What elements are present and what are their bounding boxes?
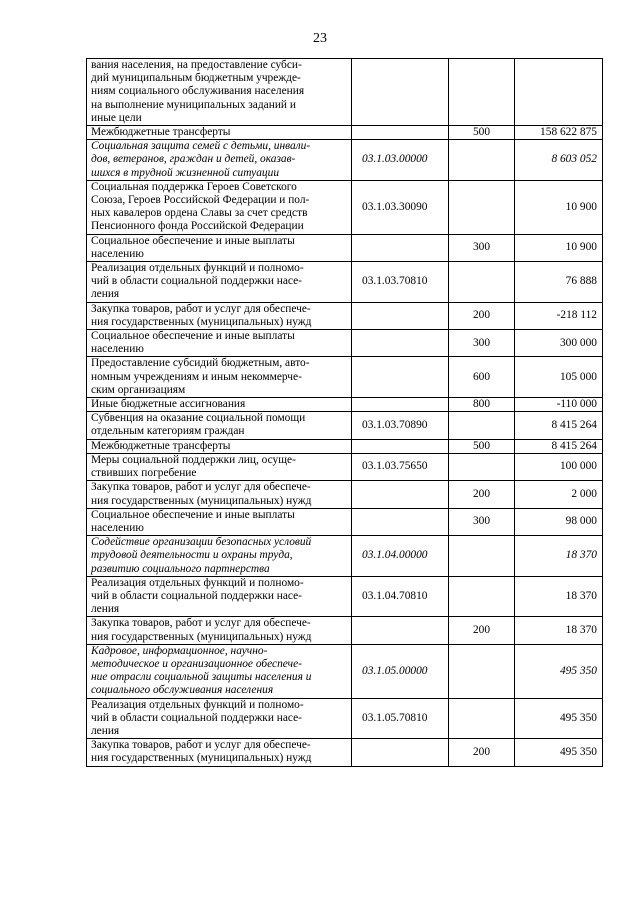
table-row: [87, 262, 603, 303]
row-code-cell: [352, 398, 449, 412]
row-name-cell: Социальная защита семей с детьми, инвали- дов, ветеранов, граждан и детей, оказав- шихся в трудной жизненной ситуации: [87, 140, 352, 181]
row-code-cell: [352, 508, 449, 535]
table-row: [87, 536, 603, 577]
row-amount-cell: 300 000: [515, 330, 603, 357]
row-amount-cell: 18 370: [515, 576, 603, 617]
row-code-cell: 03.1.03.70810: [352, 262, 449, 303]
row-name-cell: Социальное обеспечение и иные выплаты населению: [87, 234, 352, 261]
row-name-cell: вания населения, на предоставление субси- дий муниципальным бюджетным учрежде- ниям социального обслуживания населения на выполнение муниципальных заданий и иные цели: [87, 59, 352, 126]
table-row: [87, 412, 603, 439]
row-code-cell: 03.1.03.75650: [352, 453, 449, 480]
row-name-cell: Закупка товаров, работ и услуг для обеспече- ния государственных (муниципальных) нужд: [87, 739, 352, 766]
row-name-cell: Межбюджетные трансферты: [87, 439, 352, 453]
row-amount-cell: -218 112: [515, 302, 603, 329]
row-code-cell: [352, 739, 449, 766]
row-name-cell: Иные бюджетные ассигнования: [87, 398, 352, 412]
row-expense-type-cell: 200: [449, 302, 515, 329]
table-row: [87, 330, 603, 357]
row-code-cell: 03.1.05.70810: [352, 698, 449, 739]
row-expense-type-cell: 500: [449, 439, 515, 453]
row-amount-cell: 18 370: [515, 536, 603, 577]
table-row: [87, 180, 603, 234]
page-number: 23: [313, 31, 327, 46]
budget-table: [86, 58, 603, 767]
row-name-cell: Социальное обеспечение и иные выплаты населению: [87, 330, 352, 357]
table-row: [87, 644, 603, 698]
row-expense-type-cell: [449, 59, 515, 126]
row-code-cell: 03.1.03.00000: [352, 140, 449, 181]
row-amount-cell: 8 415 264: [515, 412, 603, 439]
row-name-cell: Реализация отдельных функций и полномо- чий в области социальной поддержки насе- ления: [87, 262, 352, 303]
row-code-cell: [352, 617, 449, 644]
row-amount-cell: 10 900: [515, 180, 603, 234]
table-row: [87, 481, 603, 508]
row-name-cell: Реализация отдельных функций и полномо- чий в области социальной поддержки насе- ления: [87, 576, 352, 617]
table-row: [87, 140, 603, 181]
row-expense-type-cell: [449, 644, 515, 698]
row-name-cell: Реализация отдельных функций и полномо- чий в области социальной поддержки насе- ления: [87, 698, 352, 739]
row-name-cell: Субвенция на оказание социальной помощи отдельным категориям граждан: [87, 412, 352, 439]
row-amount-cell: 2 000: [515, 481, 603, 508]
row-amount-cell: 495 350: [515, 644, 603, 698]
row-amount-cell: 10 900: [515, 234, 603, 261]
row-expense-type-cell: 600: [449, 357, 515, 398]
row-expense-type-cell: 200: [449, 481, 515, 508]
row-code-cell: [352, 439, 449, 453]
row-expense-type-cell: [449, 412, 515, 439]
row-expense-type-cell: 500: [449, 126, 515, 140]
row-expense-type-cell: [449, 140, 515, 181]
row-name-cell: Социальная поддержка Героев Советского Союза, Героев Российской Федерации и пол- ных кавалеров ордена Славы за счет средств Пенсионного фонда Российской Федерации: [87, 180, 352, 234]
row-name-cell: Социальное обеспечение и иные выплаты населению: [87, 508, 352, 535]
row-expense-type-cell: [449, 262, 515, 303]
row-expense-type-cell: 300: [449, 234, 515, 261]
table-row: [87, 739, 603, 766]
row-code-cell: [352, 302, 449, 329]
row-expense-type-cell: 200: [449, 739, 515, 766]
row-code-cell: [352, 357, 449, 398]
row-code-cell: 03.1.05.00000: [352, 644, 449, 698]
table-row: [87, 126, 603, 140]
row-code-cell: [352, 234, 449, 261]
table-row: [87, 439, 603, 453]
table-row: [87, 357, 603, 398]
row-code-cell: [352, 59, 449, 126]
row-expense-type-cell: 200: [449, 617, 515, 644]
row-amount-cell: 8 603 052: [515, 140, 603, 181]
row-amount-cell: 105 000: [515, 357, 603, 398]
row-amount-cell: 76 888: [515, 262, 603, 303]
row-name-cell: Меры социальной поддержки лиц, осуще- ствивших погребение: [87, 453, 352, 480]
row-name-cell: Закупка товаров, работ и услуг для обеспече- ния государственных (муниципальных) нужд: [87, 302, 352, 329]
table-row: [87, 576, 603, 617]
row-code-cell: [352, 126, 449, 140]
row-name-cell: Кадровое, информационное, научно- методическое и организационное обеспече- ние отрасли социальной защиты населения и социального обслуживания населения: [87, 644, 352, 698]
row-expense-type-cell: [449, 698, 515, 739]
row-code-cell: [352, 481, 449, 508]
table-row: [87, 453, 603, 480]
table-row: [87, 398, 603, 412]
table-row: [87, 508, 603, 535]
row-expense-type-cell: [449, 180, 515, 234]
budget-table-body: [87, 59, 603, 767]
row-name-cell: Предоставление субсидий бюджетным, авто- номным учреждениям и иным некоммерче- ским организациям: [87, 357, 352, 398]
table-row: [87, 59, 603, 126]
row-expense-type-cell: [449, 453, 515, 480]
row-amount-cell: 495 350: [515, 698, 603, 739]
table-row: [87, 302, 603, 329]
row-amount-cell: 8 415 264: [515, 439, 603, 453]
table-row: [87, 617, 603, 644]
row-amount-cell: 100 000: [515, 453, 603, 480]
row-code-cell: 03.1.04.00000: [352, 536, 449, 577]
row-expense-type-cell: [449, 536, 515, 577]
row-amount-cell: 98 000: [515, 508, 603, 535]
row-code-cell: [352, 330, 449, 357]
row-name-cell: Закупка товаров, работ и услуг для обеспече- ния государственных (муниципальных) нужд: [87, 617, 352, 644]
row-code-cell: 03.1.03.30090: [352, 180, 449, 234]
row-code-cell: 03.1.03.70890: [352, 412, 449, 439]
row-amount-cell: -110 000: [515, 398, 603, 412]
row-expense-type-cell: 300: [449, 508, 515, 535]
row-amount-cell: 18 370: [515, 617, 603, 644]
row-code-cell: 03.1.04.70810: [352, 576, 449, 617]
row-name-cell: Закупка товаров, работ и услуг для обеспече- ния государственных (муниципальных) нужд: [87, 481, 352, 508]
row-name-cell: Межбюджетные трансферты: [87, 126, 352, 140]
table-row: [87, 698, 603, 739]
row-expense-type-cell: [449, 576, 515, 617]
row-amount-cell: 158 622 875: [515, 126, 603, 140]
row-expense-type-cell: 300: [449, 330, 515, 357]
row-amount-cell: 495 350: [515, 739, 603, 766]
row-name-cell: Содействие организации безопасных условий трудовой деятельности и охраны труда, развитию социального партнерства: [87, 536, 352, 577]
row-expense-type-cell: 800: [449, 398, 515, 412]
table-row: [87, 234, 603, 261]
row-amount-cell: [515, 59, 603, 126]
